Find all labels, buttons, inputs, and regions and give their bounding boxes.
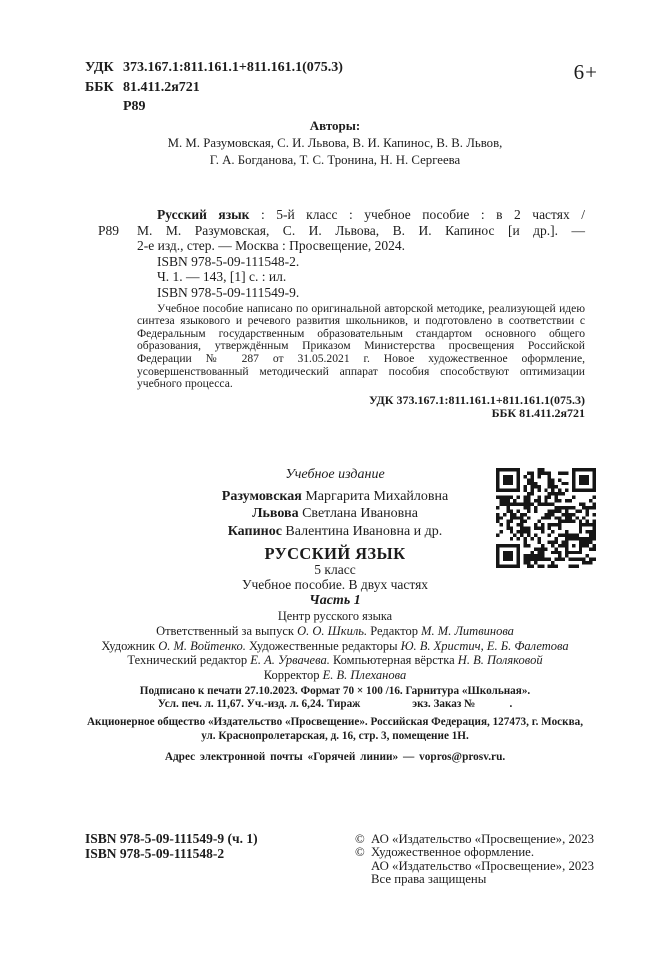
imprint-line-2 — [85, 698, 585, 712]
copyright-line-3: АО «Издательство «Просвещение», 2023 — [371, 858, 595, 873]
bottom-isbn-block — [85, 832, 258, 861]
annotation-text: Учебное пособие написано по оригинальной авторской методике, реализующей идею синтеза языкового и речевого развития школьников, и подготовлено в соответствии с Федеральным государственным образовательным стандартом основного общего образования, утверждённым Приказом Министерства просвещения Российской Федерации № 287 от 31.05.2021 г. Новое художественное оформление, усовершенствованный методический аппарат пособия способствуют оптимизации учебного процесса. — [137, 301, 585, 391]
book-title: РУССКИЙ ЯЗЫК — [264, 543, 406, 563]
card-title: Русский язык — [157, 207, 250, 222]
print-imprint — [85, 685, 585, 712]
classification-codes — [85, 58, 585, 117]
author-given: Маргарита Михайловна — [301, 489, 449, 504]
copyright-line-2 — [355, 846, 594, 859]
credit-role: Корректор — [263, 668, 323, 682]
credit-name: М. М. Литвинова — [421, 623, 514, 638]
author-surname: Капинос — [227, 523, 282, 539]
publisher-department: Центр русского языка — [277, 608, 393, 623]
age-rating-mark: 6+ — [573, 60, 598, 84]
copyright-block — [355, 833, 594, 887]
credits-line-4 — [85, 668, 585, 683]
credit-name: Е. А. Урвачева. — [250, 653, 330, 668]
email-suffix: . — [502, 750, 506, 763]
isbn-part-line: ISBN 978-5-09-111549-9 (ч. 1) — [85, 831, 258, 846]
copyright-line-4: Все права защищены — [371, 872, 487, 887]
publisher-address — [85, 715, 585, 743]
copyright-text: АО «Издательство «Просвещение», 2023 — [371, 832, 595, 846]
email-prefix: Адрес электронной почты «Горячей линии» — — [164, 750, 420, 763]
publisher-line-2: ул. Краснопролетарская, д. 16, стр. 3, помещение 1Н. — [201, 729, 469, 742]
udk-row — [85, 58, 585, 78]
credits-line-3 — [85, 653, 585, 668]
card-title-line — [137, 207, 585, 223]
card-authors-line: М. М. Разумовская, С. И. Львова, В. И. Капинос [и др.]. — — [137, 222, 585, 238]
qr-code — [496, 468, 596, 568]
catalog-card-body — [137, 207, 585, 421]
staff-credits — [85, 624, 585, 683]
credit-name: Ю. В. Христич, Е. Б. Фалетова — [400, 638, 569, 653]
copyright-line-1 — [355, 833, 594, 846]
credit-name: Н. В. Поляковой — [457, 653, 543, 668]
card-title-tail: : 5-й класс : учебное пособие : в 2 частях / — [249, 207, 585, 222]
credit-role: Художник — [101, 638, 159, 653]
bbk-row — [85, 78, 585, 98]
card-isbn-set: ISBN 978-5-09-111548-2. — [157, 253, 300, 269]
udk-value: 373.167.1:811.161.1+811.161.1(075.3) — [123, 60, 343, 75]
udk-footer: УДК 373.167.1:811.161.1+811.161.1(075.3) — [368, 392, 585, 407]
credit-name: Е. В. Плеханова — [322, 668, 407, 682]
hotline-email: vopros@prosv.ru — [419, 750, 503, 763]
authors-heading: Авторы: — [309, 117, 361, 133]
catalog-card-code: Р89 — [98, 222, 120, 238]
credits-line-2 — [85, 639, 585, 654]
bbk-label: ББК — [85, 79, 114, 95]
imprint-run-volumes: Усл. печ. л. 11,67. Уч.-изд. л. 6,24. Тираж — [157, 698, 361, 711]
shelf-code: Р89 — [123, 99, 146, 114]
publisher-line-1: Акционерное общество «Издательство «Просвещение». Российская Федерация, 127473, г. Москва, — [86, 715, 584, 728]
imprint-order-label: экз. Заказ № — [412, 698, 476, 711]
book-subtitle: Учебное пособие. В двух частях — [241, 577, 429, 593]
copyright-sign: © — [355, 845, 365, 860]
card-edition-line: 2-е изд., стер. — Москва : Просвещение, 2024. — [137, 238, 405, 254]
credit-name: О. О. Шкиль. — [297, 623, 368, 638]
credit-role: Ответственный за выпуск — [156, 623, 298, 638]
bbk-footer: ББК 81.411.2я721 — [491, 406, 585, 421]
credit-role: Художественные редакторы — [245, 638, 401, 653]
author-given: Светлана Ивановна — [298, 506, 418, 522]
credit-role: Технический редактор — [127, 653, 251, 668]
credit-role: Компьютерная вёрстка — [329, 653, 458, 668]
credit-role: Редактор — [367, 623, 422, 638]
authors-line-2: Г. А. Богданова, Т. С. Тронина, Н. Н. Сергеева — [209, 152, 461, 167]
copyright-text: Художественное оформление. — [371, 845, 535, 860]
bbk-value: 81.411.2я721 — [123, 79, 200, 95]
credit-name: О. М. Войтенко. — [158, 638, 246, 653]
author-surname: Львова — [252, 506, 299, 522]
catalog-card — [85, 207, 585, 421]
author-surname: Разумовская — [221, 489, 302, 504]
card-isbn-part: ISBN 978-5-09-111549-9. — [157, 284, 300, 300]
card-part-info: Ч. 1. — 143, [1] с. : ил. — [157, 269, 287, 285]
author-given: Валентина Ивановна и др. — [281, 523, 443, 539]
edition-kind: Учебное издание — [285, 467, 385, 482]
credits-line-1 — [85, 624, 585, 639]
isbn-set-line: ISBN 978-5-09-111548-2 — [85, 845, 225, 861]
udk-label: УДК — [85, 60, 114, 75]
imprint-line-1: Подписано к печати 27.10.2023. Формат 70 × 100 /16. Гарнитура «Школьная». — [139, 684, 531, 697]
copyright-sign: © — [355, 832, 365, 846]
book-part: Часть 1 — [309, 592, 361, 608]
authors-line-1: М. М. Разумовская, С. И. Львова, В. И. Капинос, В. В. Львов, — [167, 136, 503, 150]
book-grade: 5 класс — [314, 561, 356, 577]
hotline-email-line — [85, 751, 585, 763]
authors-block — [85, 118, 585, 169]
imprint-line-end: . — [509, 698, 513, 711]
shelf-code-row — [85, 97, 585, 117]
